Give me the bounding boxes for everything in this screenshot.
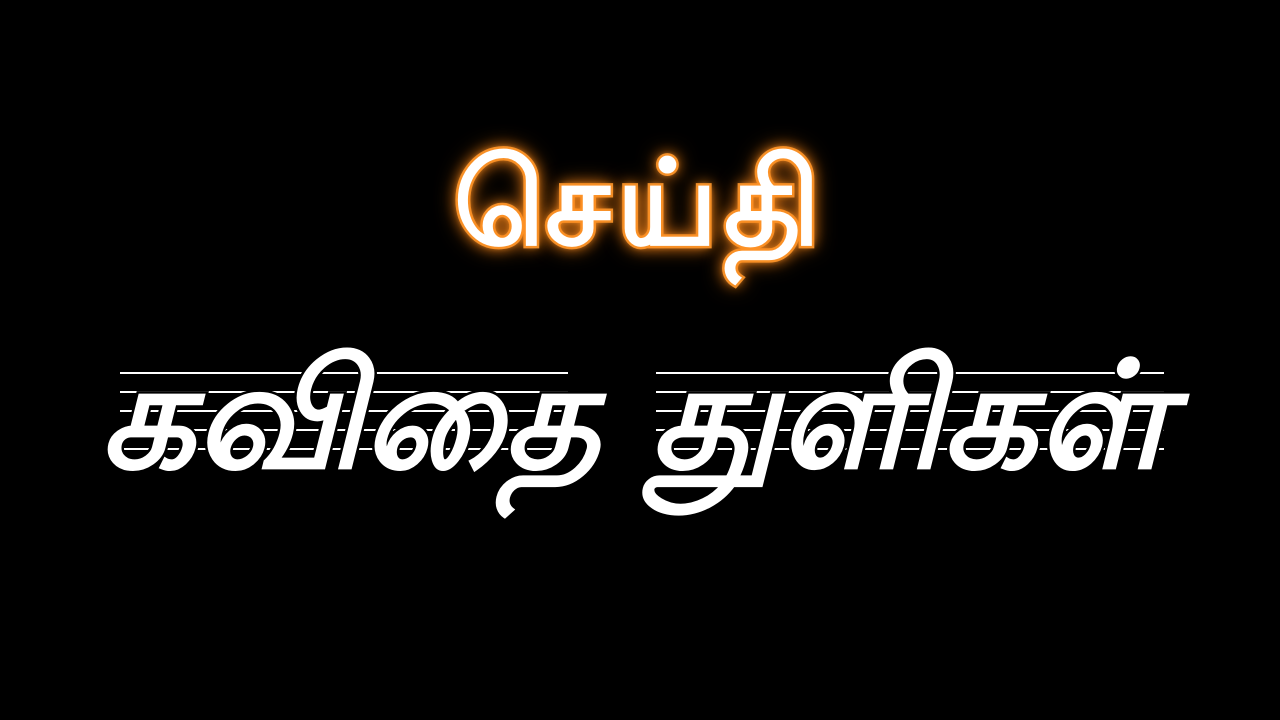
title-seithi: செய்தி	[453, 134, 827, 272]
subtitle-kavithai: கவிதை	[100, 328, 600, 502]
subtitle-thuligal: துளிகள்	[649, 328, 1171, 502]
